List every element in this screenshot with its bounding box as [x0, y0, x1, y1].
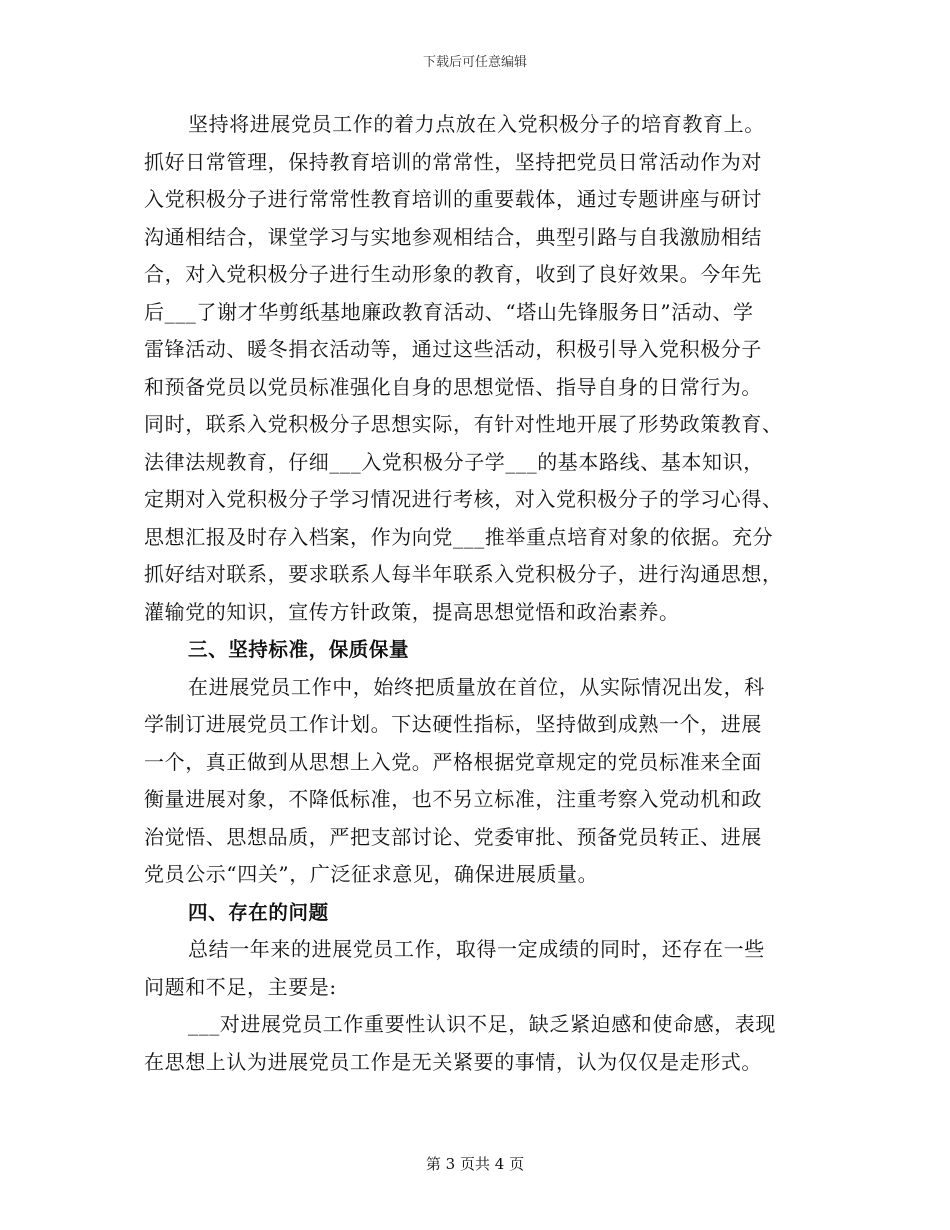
text-line: 法律法规教育，仔细___入党积极分子学___的基本路线、基本知识，: [144, 449, 764, 474]
section-heading: 三、坚持标准，保质保量: [188, 638, 410, 661]
text-line: 合，对入党积极分子进行生动形象的教育，收到了良好效果。今年先: [144, 262, 762, 286]
text-line: 衡量进展对象，不降低标准，也不另立标准，注重考察入党动机和政: [144, 787, 762, 811]
text-line: 和预备党员以党员标准强化自身的思想觉悟、指导自身的日常行为。: [144, 374, 762, 399]
text-line: 入党积极分子进行常常性教育培训的重要载体，通过专题讲座与研讨: [144, 187, 762, 211]
text-line: 抓好结对联系，要求联系人每半年联系入党积极分子，进行沟通思想，: [144, 562, 783, 586]
text-line: 同时，联系入党积极分子思想实际，有针对性地开展了形势政策教育、: [144, 412, 783, 436]
text-line: ___对进展党员工作重要性认识不足，缺乏紧迫感和使命感，表现: [188, 1012, 776, 1036]
text-line: 雷锋活动、暖冬捐衣活动等，通过这些活动，积极引导入党积极分子: [144, 337, 762, 361]
text-line: 党员公示“四关”，广泛征求意见，确保进展质量。: [144, 862, 599, 886]
text-line: 总结一年来的进展党员工作，取得一定成绩的同时，还存在一些: [188, 937, 765, 961]
page-number: 第 3 页共 4 页: [425, 1155, 525, 1173]
text-line: 思想汇报及时存入档案，作为向党___推举重点培育对象的依据。充分: [144, 524, 774, 549]
text-line: 治觉悟、思想品质，严把支部讨论、党委审批、预备党员转正、进展: [144, 824, 762, 849]
text-line: 坚持将进展党员工作的着力点放在入党积极分子的培育教育上。: [188, 112, 765, 136]
text-line: 问题和不足，主要是:: [144, 974, 337, 999]
page-header: 下载后可任意编辑: [422, 55, 527, 70]
text-line: 学制订进展党员工作计划。下达硬性指标，坚持做到成熟一个，进展: [144, 712, 762, 736]
text-line: 在思想上认为进展党员工作是无关紧要的事情，认为仅仅是走形式。: [144, 1049, 762, 1074]
text-line: 一个，真正做到从思想上入党。严格根据党章规定的党员标准来全面: [144, 749, 762, 774]
text-line: 在进展党员工作中，始终把质量放在首位，从实际情况出发，科: [188, 674, 765, 699]
section-heading: 四、存在的问题: [188, 900, 329, 924]
text-line: 后___了谢才华剪纸基地廉政教育活动、“塔山先锋服务日”活动、学: [144, 299, 754, 324]
document-body: [144, 106, 808, 1081]
text-line: 抓好日常管理，保持教育培训的常常性，坚持把党员日常活动作为对: [144, 149, 762, 174]
text-line: 灌输党的知识，宣传方针政策，提高思想觉悟和政治素养。: [144, 599, 680, 624]
text-line: 定期对入党积极分子学习情况进行考核，对入党积极分子的学习心得、: [144, 487, 783, 511]
text-line: 沟通相结合，课堂学习与实地参观相结合，典型引路与自我激励相结: [144, 224, 762, 249]
